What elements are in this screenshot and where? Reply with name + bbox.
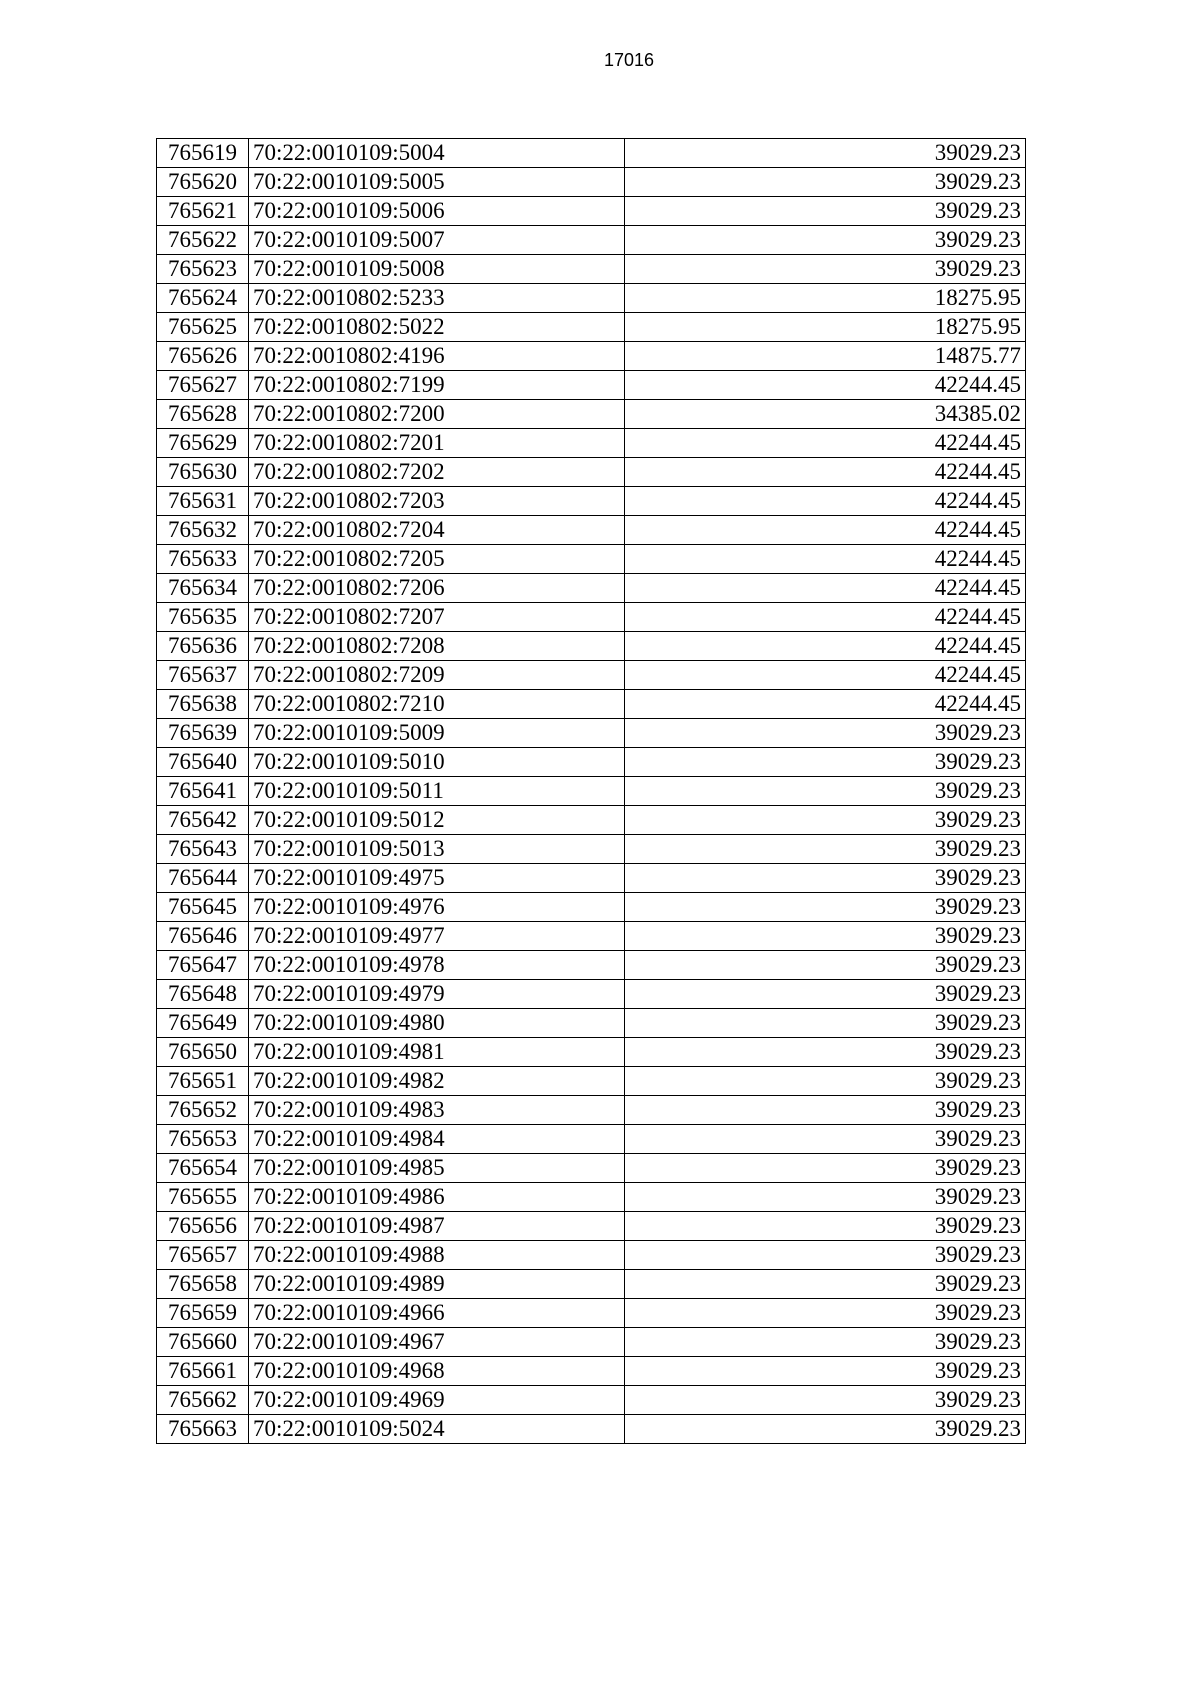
row-number-cell: 765643 [157,835,249,864]
table-row [157,980,1026,1009]
row-number-cell: 765619 [157,139,249,168]
row-number-cell: 765657 [157,1241,249,1270]
cadastral-value-cell: 39029.23 [625,893,1026,922]
cadastral-value-cell: 34385.02 [625,400,1026,429]
cadastral-number-cell: 70:22:0010109:5010 [249,748,625,777]
cadastral-number-cell: 70:22:0010109:5005 [249,168,625,197]
table-row [157,951,1026,980]
cadastral-number-cell: 70:22:0010109:4989 [249,1270,625,1299]
table-row [157,429,1026,458]
cadastral-value-cell: 39029.23 [625,1096,1026,1125]
cadastral-value-cell: 39029.23 [625,1125,1026,1154]
table-row [157,284,1026,313]
table-row [157,748,1026,777]
cadastral-number-cell: 70:22:0010802:5233 [249,284,625,313]
row-number-cell: 765639 [157,719,249,748]
cadastral-number-cell: 70:22:0010802:7206 [249,574,625,603]
table-row [157,1241,1026,1270]
row-number-cell: 765633 [157,545,249,574]
row-number-cell: 765653 [157,1125,249,1154]
row-number-cell: 765663 [157,1415,249,1444]
row-number-cell: 765636 [157,632,249,661]
row-number-cell: 765640 [157,748,249,777]
cadastral-number-cell: 70:22:0010109:5009 [249,719,625,748]
table-row [157,777,1026,806]
row-number-cell: 765632 [157,516,249,545]
cadastral-number-cell: 70:22:0010109:5012 [249,806,625,835]
cadastral-value-cell: 39029.23 [625,197,1026,226]
cadastral-value-cell: 39029.23 [625,864,1026,893]
row-number-cell: 765658 [157,1270,249,1299]
cadastral-number-cell: 70:22:0010109:4981 [249,1038,625,1067]
cadastral-value-cell: 42244.45 [625,603,1026,632]
cadastral-value-cell: 42244.45 [625,516,1026,545]
cadastral-value-cell: 39029.23 [625,1299,1026,1328]
table-row [157,458,1026,487]
cadastral-value-cell: 42244.45 [625,429,1026,458]
cadastral-number-cell: 70:22:0010802:7209 [249,661,625,690]
table-row [157,1096,1026,1125]
cadastral-number-cell: 70:22:0010109:4967 [249,1328,625,1357]
table-row [157,806,1026,835]
cadastral-value-cell: 39029.23 [625,1357,1026,1386]
table-row [157,835,1026,864]
cadastral-value-cell: 18275.95 [625,313,1026,342]
table-row [157,516,1026,545]
table-row [157,226,1026,255]
cadastral-value-cell: 42244.45 [625,632,1026,661]
table-row [157,893,1026,922]
cadastral-value-cell: 39029.23 [625,719,1026,748]
cadastral-number-cell: 70:22:0010109:4982 [249,1067,625,1096]
row-number-cell: 765623 [157,255,249,284]
cadastral-number-cell: 70:22:0010109:5024 [249,1415,625,1444]
row-number-cell: 765651 [157,1067,249,1096]
cadastral-number-cell: 70:22:0010109:4976 [249,893,625,922]
cadastral-number-cell: 70:22:0010802:7200 [249,400,625,429]
cadastral-value-cell: 39029.23 [625,1386,1026,1415]
row-number-cell: 765625 [157,313,249,342]
row-number-cell: 765621 [157,197,249,226]
cadastral-number-cell: 70:22:0010109:4966 [249,1299,625,1328]
table-row [157,255,1026,284]
table-row [157,1038,1026,1067]
table-row [157,1067,1026,1096]
row-number-cell: 765620 [157,168,249,197]
table-row [157,139,1026,168]
table-row [157,1328,1026,1357]
table-row [157,371,1026,400]
cadastral-number-cell: 70:22:0010802:7210 [249,690,625,719]
cadastral-value-cell: 39029.23 [625,806,1026,835]
cadastral-value-cell: 39029.23 [625,1183,1026,1212]
table-row [157,1183,1026,1212]
cadastral-number-cell: 70:22:0010802:5022 [249,313,625,342]
table-row [157,342,1026,371]
row-number-cell: 765646 [157,922,249,951]
table-row [157,864,1026,893]
row-number-cell: 765652 [157,1096,249,1125]
cadastral-number-cell: 70:22:0010109:5011 [249,777,625,806]
row-number-cell: 765622 [157,226,249,255]
cadastral-number-cell: 70:22:0010109:4975 [249,864,625,893]
table-row [157,1009,1026,1038]
cadastral-value-cell: 39029.23 [625,1415,1026,1444]
table-row [157,690,1026,719]
table-row [157,603,1026,632]
cadastral-number-cell: 70:22:0010109:4984 [249,1125,625,1154]
cadastral-number-cell: 70:22:0010109:4988 [249,1241,625,1270]
cadastral-number-cell: 70:22:0010109:5007 [249,226,625,255]
table-row [157,1386,1026,1415]
cadastral-value-cell: 39029.23 [625,1009,1026,1038]
cadastral-number-cell: 70:22:0010802:7207 [249,603,625,632]
cadastral-value-cell: 39029.23 [625,748,1026,777]
cadastral-value-cell: 39029.23 [625,255,1026,284]
row-number-cell: 765624 [157,284,249,313]
row-number-cell: 765662 [157,1386,249,1415]
cadastral-number-cell: 70:22:0010109:4986 [249,1183,625,1212]
cadastral-value-cell: 39029.23 [625,1212,1026,1241]
cadastral-value-cell: 18275.95 [625,284,1026,313]
cadastral-value-cell: 39029.23 [625,1328,1026,1357]
cadastral-number-cell: 70:22:0010109:4969 [249,1386,625,1415]
row-number-cell: 765635 [157,603,249,632]
row-number-cell: 765637 [157,661,249,690]
cadastral-number-cell: 70:22:0010109:5006 [249,197,625,226]
cadastral-number-cell: 70:22:0010109:4968 [249,1357,625,1386]
row-number-cell: 765631 [157,487,249,516]
cadastral-value-cell: 39029.23 [625,226,1026,255]
table-row [157,1415,1026,1444]
cadastral-number-cell: 70:22:0010802:7204 [249,516,625,545]
cadastral-value-cell: 39029.23 [625,951,1026,980]
cadastral-number-cell: 70:22:0010109:4985 [249,1154,625,1183]
cadastral-value-cell: 39029.23 [625,835,1026,864]
table-row [157,1270,1026,1299]
cadastral-value-cell: 39029.23 [625,168,1026,197]
row-number-cell: 765654 [157,1154,249,1183]
row-number-cell: 765642 [157,806,249,835]
cadastral-number-cell: 70:22:0010802:7201 [249,429,625,458]
row-number-cell: 765660 [157,1328,249,1357]
cadastral-number-cell: 70:22:0010109:4977 [249,922,625,951]
row-number-cell: 765641 [157,777,249,806]
table-row [157,168,1026,197]
table-row [157,1154,1026,1183]
table-row [157,545,1026,574]
cadastral-number-cell: 70:22:0010109:4978 [249,951,625,980]
cadastral-number-cell: 70:22:0010109:4987 [249,1212,625,1241]
cadastral-number-cell: 70:22:0010109:5013 [249,835,625,864]
cadastral-value-cell: 42244.45 [625,371,1026,400]
row-number-cell: 765627 [157,371,249,400]
row-number-cell: 765638 [157,690,249,719]
row-number-cell: 765630 [157,458,249,487]
cadastral-number-cell: 70:22:0010109:4979 [249,980,625,1009]
cadastral-number-cell: 70:22:0010109:4983 [249,1096,625,1125]
cadastral-value-cell: 39029.23 [625,922,1026,951]
cadastral-number-cell: 70:22:0010802:7199 [249,371,625,400]
table-row [157,1212,1026,1241]
table-row [157,719,1026,748]
row-number-cell: 765647 [157,951,249,980]
cadastral-value-cell: 42244.45 [625,487,1026,516]
cadastral-value-cell: 39029.23 [625,1241,1026,1270]
cadastral-number-cell: 70:22:0010109:4980 [249,1009,625,1038]
table-row [157,632,1026,661]
cadastral-number-cell: 70:22:0010802:7203 [249,487,625,516]
row-number-cell: 765628 [157,400,249,429]
row-number-cell: 765650 [157,1038,249,1067]
table-body [157,139,1026,1444]
cadastral-value-cell: 39029.23 [625,980,1026,1009]
cadastral-number-cell: 70:22:0010109:5008 [249,255,625,284]
cadastral-value-cell: 42244.45 [625,690,1026,719]
cadastral-number-cell: 70:22:0010109:5004 [249,139,625,168]
row-number-cell: 765626 [157,342,249,371]
table-row [157,1299,1026,1328]
row-number-cell: 765645 [157,893,249,922]
table-row [157,1125,1026,1154]
row-number-cell: 765659 [157,1299,249,1328]
cadastral-value-cell: 39029.23 [625,1154,1026,1183]
cadastral-number-cell: 70:22:0010802:4196 [249,342,625,371]
table-row [157,922,1026,951]
cadastral-number-cell: 70:22:0010802:7205 [249,545,625,574]
table-row [157,661,1026,690]
cadastral-value-cell: 39029.23 [625,777,1026,806]
cadastral-value-cell: 39029.23 [625,1038,1026,1067]
cadastral-value-table [156,138,1026,1444]
cadastral-value-cell: 42244.45 [625,661,1026,690]
row-number-cell: 765655 [157,1183,249,1212]
row-number-cell: 765629 [157,429,249,458]
row-number-cell: 765634 [157,574,249,603]
cadastral-value-cell: 42244.45 [625,574,1026,603]
table-row [157,574,1026,603]
cadastral-value-cell: 42244.45 [625,545,1026,574]
row-number-cell: 765656 [157,1212,249,1241]
cadastral-number-cell: 70:22:0010802:7208 [249,632,625,661]
cadastral-value-cell: 42244.45 [625,458,1026,487]
row-number-cell: 765648 [157,980,249,1009]
row-number-cell: 765649 [157,1009,249,1038]
table-row [157,487,1026,516]
table-row [157,313,1026,342]
cadastral-value-cell: 39029.23 [625,1067,1026,1096]
row-number-cell: 765644 [157,864,249,893]
table-row [157,1357,1026,1386]
row-number-cell: 765661 [157,1357,249,1386]
table-row [157,400,1026,429]
page-number: 17016 [603,50,655,70]
cadastral-value-cell: 39029.23 [625,1270,1026,1299]
cadastral-value-cell: 14875.77 [625,342,1026,371]
cadastral-value-cell: 39029.23 [625,139,1026,168]
cadastral-number-cell: 70:22:0010802:7202 [249,458,625,487]
table-row [157,197,1026,226]
